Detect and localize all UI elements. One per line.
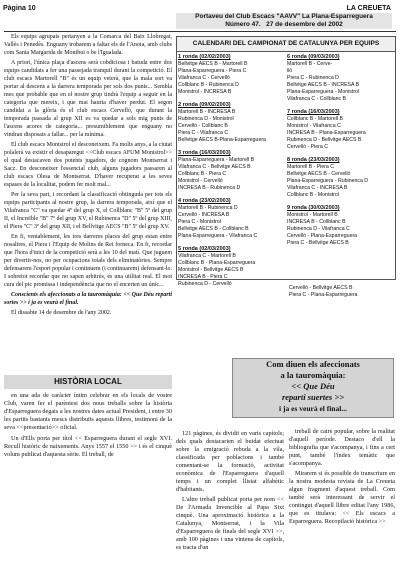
match: INCRESA B - Plana-Esparreguera — [287, 130, 366, 136]
match: Collblanc B - Plana-Esparreguera — [178, 260, 256, 266]
round-block — [178, 53, 286, 96]
header-subtitle: Portaveu del Club Escacs "AAVV" La Plana-Esparreguera — [195, 13, 373, 20]
round-block — [287, 204, 395, 247]
match: Rubinenca D - Cervelló — [178, 281, 232, 287]
match: Collblanc B - Piera C — [178, 171, 227, 177]
match: Martorell B - Piera C — [287, 164, 334, 170]
issue-number: Número 47. — [225, 21, 261, 28]
match: Cervelló - Piera C — [287, 144, 328, 150]
round-heading: 8 ronda (23/03/2003) — [287, 157, 340, 163]
header-info-box — [176, 13, 392, 29]
match: INCRESA B - Collblanc B — [287, 219, 346, 225]
round-heading: 9 ronda (30/03/2003) — [287, 205, 340, 211]
round-heading: 4 ronda (23/02/2003) — [178, 198, 231, 204]
round-heading: 6 ronda (09/03/2003) — [287, 54, 340, 60]
paragraph: treball de caire popular, sobre la realitat d'aquell període. Destaco d'ell la bibliografia que s'acompanya, i fins a cert punt, també l'índex temàtic que s'acompanya. — [289, 428, 395, 467]
match: Collblanc B - Martorell B — [287, 116, 343, 122]
round-block — [178, 245, 286, 288]
round-heading: 3 ronda (16/03/2003) — [178, 150, 231, 156]
round-block — [178, 197, 286, 240]
calendar-title: CALENDARI DEL CAMPIONAT DE CATALUNYA PER EQUIPS — [177, 37, 395, 52]
middle-article — [176, 430, 284, 576]
match: Monistrol - Bellvitge AECS B — [178, 267, 244, 273]
match: Collblanc B - Rubinenca D — [178, 82, 239, 88]
match: Monistrol - INCRESA B — [178, 89, 232, 95]
calendar-column-left — [178, 53, 286, 293]
match: Monistrol - Cervelló — [178, 178, 223, 184]
paragraph: A priori, l'única plaça d'ascens serà cobdiciosa i batuda entre dos equips candidats a fer una passejada tranquil durant la competició. El club escacs Martorell "B" és un equip veterà, que la mala sort va portar al descens a la darrera temporada per sols dos punts... Sembla mes que probable que en el nostre grup tindrà l'equip a seguir en la categoria que mereix, i que mai hauria d'haver perdut. El segon candidat a la glòria és el club escacs Cervelló, que durant la temporada passada al grup XII es va quedar a sols mig punts de l'ascens acores de categoria... presumiblement que enguany no vindran disposats a fallar... per la mínima. — [4, 60, 172, 138]
history-heading: HISTÒRIA LOCAL — [4, 375, 172, 389]
match: Bellvitge AECS B - Martorell B — [178, 61, 248, 67]
page-number: Pàgina 10 — [3, 5, 36, 12]
calendar-column-right — [287, 53, 395, 252]
round-block — [287, 156, 395, 199]
match: Piera C - Bellvitge AECS B — [287, 240, 349, 246]
match: Plana-Esparreguera - Vilafranca C — [178, 233, 258, 239]
match: INCRESA B - Rubinenca D — [178, 185, 241, 191]
paragraph: Mirarem si és possible de transcriure en la nostra modesta revista de La Creueta algun fragment d'aquest treball. Com també serà interessant de servir el contingut d'aquell llibre editat l'any 1986, que es titulava: << Els escacs a Esparreguera. Recopilació històrica >> — [289, 470, 395, 525]
match: Piera C - Rubinenca D — [287, 75, 339, 81]
quote-line: i ja es veurà el final... — [279, 404, 347, 413]
round-block — [178, 101, 286, 144]
paragraph: Conscients els afeccionats a la tauromàquia: << Que Déu reparti sortes >> i ja es veurà el final. — [4, 292, 172, 306]
match: Piera C - Vilafranca C — [178, 130, 229, 136]
match: Cervelló - INCRESA B — [178, 212, 230, 218]
paragraph: Un d'Ells porta per títol << Esparreguera durant el segle XVI. Recull històric de naixements. Anys 1557 el 1550 >> i és el cinquè volum publicat d'aquesta sèrie. El treball, de — [4, 435, 172, 458]
round-heading: 5 ronda (02/03/2003) — [178, 246, 231, 252]
calendar-extra — [289, 285, 395, 299]
match: Plana-Esparreguera - Martorell B — [178, 157, 255, 163]
dateline: El dissabte 14 de desembre de l'any 2002. — [11, 310, 112, 316]
issue-date: 27 de desembre del 2002 — [266, 21, 343, 28]
match: Monistrol - Martorell B — [287, 212, 338, 218]
paragraph: en una ada de caràcter íntim celebrar en els locals de vostre Club, varen fer el parèntesi dos nous treballs sobre la història d'Esparreguera degats a les nostres dates actual President, i entre 30 les partits bastants mescs distribuïts aquests llibres, testimoni de la seva <<presentació>> oficial. — [4, 392, 172, 431]
round-block — [178, 149, 286, 192]
match: Rubinenca D - Vilafranca C — [287, 226, 350, 232]
match: Bellvitge AECS B - Collblanc B — [178, 226, 249, 232]
quote-line: a la tauromàquia: — [280, 370, 346, 380]
round-heading: 7 ronda (16/03/2003) — [287, 109, 340, 115]
paragraph: L'altre treball publicat porta per nom << De l'Armada Invencible al Papa Sixt cinquè. Una aproximació històrica a la Catalunya, Montserrat, i la Vila d'Esparreguera de finals del segle XVI >>, amb 100 pàgines i una vintena de capítols, es tracta d'un — [176, 496, 284, 551]
header-rule — [4, 31, 396, 32]
match: Vilafranca C - Collblanc B — [287, 96, 347, 102]
quote-line: reparti suertes >> — [281, 392, 345, 402]
paragraph: El club escacs Monistrol el desconeixem. Fa molts anys, a la ciutat polalerà va existir el desaparegut <<Club escacs AFUM Monistrol>> el qual destacaven dos potents jugadors, de cognom Montserrat i Sacz. En desconeixer l'essencial club, alguns jugadors passaren al club escacs Olesa de Montserrat. D'haver recuperat a les seves espases de la localitat, podem fer molt mal... — [4, 142, 172, 188]
match: Collblanc B - Monistrol — [287, 192, 339, 198]
issue-line — [176, 21, 392, 29]
match: Cervelló - Collblanc B — [178, 123, 228, 129]
paragraph: Els equips agrupats pertanyen a la Comarca del Baix Llobregat, Vallès i Penedès. Enguany trobarem a faltar els de l'Anoia, amb clubs com Santa Margarida de Montbui o be l'Igualada. — [4, 34, 172, 56]
match: INCRESA B - Piera C — [178, 274, 228, 280]
match: Rubinenca D - Bellvitge AECS B — [287, 137, 362, 143]
match: Plana-Esparreguera - Rubinenca D — [287, 178, 369, 184]
quote-line: Com diuen els afeccionats — [266, 359, 360, 369]
match: Martorell B - INCRESA B — [178, 109, 236, 115]
match: Martorell B - Rubinenca D — [178, 205, 238, 211]
round-heading: 2 ronda (09/02/2003) — [178, 102, 231, 108]
match: Rubinenca D - Monistrol — [178, 116, 234, 122]
newsletter-name: LA CREUETA — [346, 5, 391, 12]
paragraph: 121 pàgines, és dividit en varis capítols; dels quals destacarien el buidat efectuat sobre la emigració rebuda a la vila, classificada per poblacions i també comentant-se la formació, activitat econòmica de l'Esparreguera d'aquell temps i un complet llistat alfabètic d'habitants. — [176, 430, 284, 493]
quote-box — [232, 358, 394, 418]
match: Plana-Esparreguera - Piera C — [178, 68, 247, 74]
left-article — [4, 33, 172, 378]
round-block — [287, 53, 395, 103]
round-heading: 1 ronda (02/02/2003) — [178, 54, 231, 60]
match: Piera C - Plana-Esparreguera — [289, 292, 358, 298]
match: Cervelló - Bellvitge AECS B — [289, 285, 353, 291]
match: Vilafranca C - Martorell B — [178, 253, 236, 259]
match: Bellvitge AECS B-Plana-Esparreguera — [178, 137, 266, 143]
match: Cervelló - Plana-Esparreguera — [287, 233, 358, 239]
match: Bellvitge AECS B - INCRESA B — [287, 82, 360, 88]
match: Monistrol - Vilafranca C — [287, 123, 341, 129]
match: Vilafranca C - INCRESA B — [287, 185, 348, 191]
page-header — [0, 0, 401, 30]
calendar-box — [176, 36, 396, 287]
paragraph: En fi, ventablement, les tres darreres places del grup estan entre nosaltres, el Piera i l'Equip de Molins de Rei forneca. En fi, recordar que l'hora d'inici de la competició serà a les 10 del matí. Que juguem per divertir-nos, no per ocupacions totals dels eliminatòries. Sempre defensarem l'esport popular i continuem (i continuarem) defensant-lo. I sobretot recordar que no sapen arbitrés, és una utilitat real. El mot cura del pic promissa i independència que no el encerten un únic... — [4, 234, 172, 288]
match: Vilafranca C - Cervelló — [178, 75, 230, 81]
history-section — [4, 375, 172, 579]
match: Vilafranca C - Bellvitge AECS B — [178, 164, 251, 170]
quote-line: << Que Déu — [291, 381, 335, 391]
match: Martorell B - Cerve- — [287, 61, 333, 67]
right-article — [289, 428, 395, 576]
match: lló — [287, 68, 293, 74]
match: Bellvitge AECS B - Cervelló — [287, 171, 351, 177]
paragraph: Per la seva part, i recordant la classificació obtinguda per tots els equips participants al nostre grup, la darrera temporada, així que el Vilafranca "C" va quedar 4º del grup X, el Collblanc "B" 5º del grup II, el Increïble "B" 7º del grup XV, el Rubinenca "D" 5º del grup XIII, el Piera "C" 3º del grup XII, i el Bellvitge AECS "B" 5º del grup XV. — [4, 192, 172, 230]
match: Plana-Esparreguera - Monistrol — [287, 89, 360, 95]
round-block — [287, 108, 395, 151]
match: Piera C - Monistrol — [178, 219, 221, 225]
